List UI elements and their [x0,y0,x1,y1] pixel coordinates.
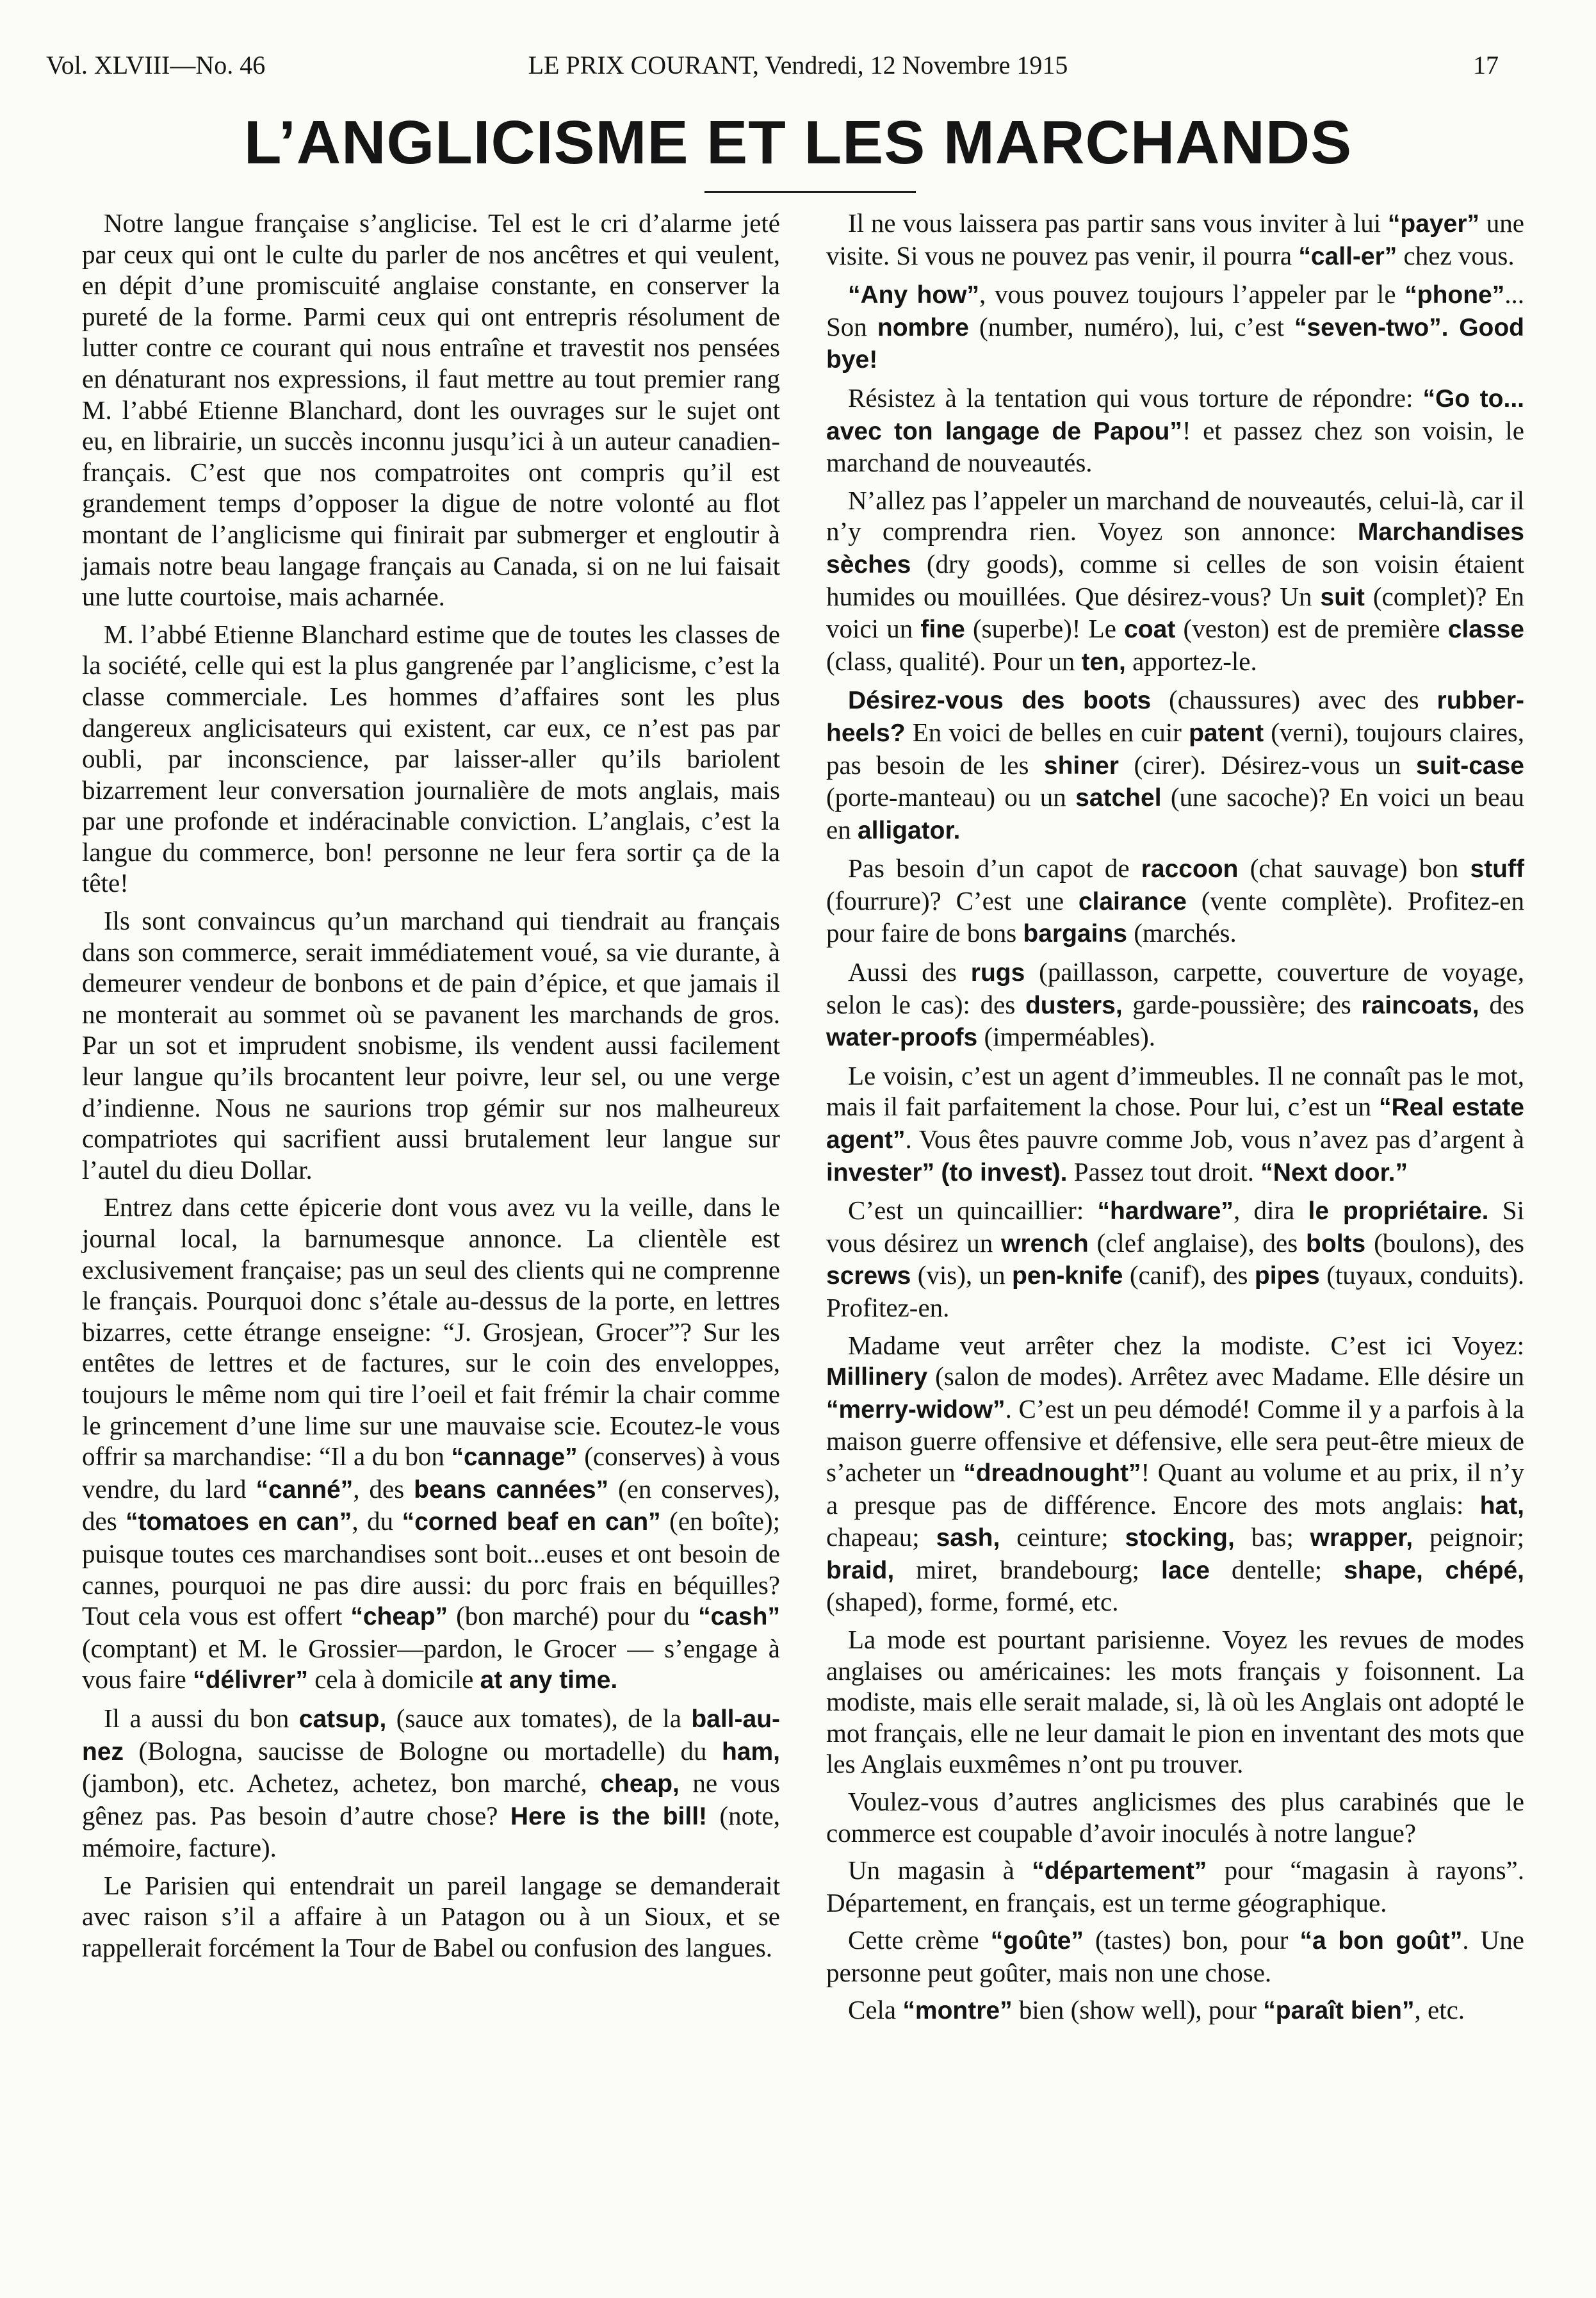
anglicism-term: shape, chépé, [1344,1556,1524,1584]
anglicism-term: le propriétaire. [1308,1197,1489,1226]
anglicism-term: sash, [936,1524,1000,1552]
anglicism-term: suit [1320,583,1365,611]
anglicism-term: “call-er” [1298,242,1397,270]
anglicism-term: Désirez-vous des boots [848,687,1152,715]
anglicism-term: alligator. [857,816,961,844]
anglicism-term: water-proofs [826,1024,978,1052]
article-paragraph: Le Parisien qui entendrait un pareil langage se demanderait avec raison s’il a affaire à un Patagon ou à un Sioux, et se rappellerait forcément la Tour de Babel ou confusion des langues. [82,1870,780,1963]
anglicism-term: hat, [1479,1491,1524,1520]
anglicism-term: satchel [1075,784,1162,812]
anglicism-term: “hardware” [1097,1197,1234,1226]
anglicism-term: “cheap” [350,1603,448,1631]
article-paragraph: Voulez-vous d’autres anglicismes des plus carabinés que le commerce est coupable d’avoir inoculés à notre langue? [826,1786,1524,1848]
article-paragraph: Aussi des rugs (paillasson, carpette, couverture de voyage, selon le cas): des dusters, garde-poussière; des raincoats, des water-proofs (imperméables). [826,957,1525,1052]
anglicism-term: coat [1124,616,1176,644]
page-header [0,50,1596,88]
article-paragraph: Le voisin, c’est un agent d’immeubles. Il ne connaît pas le mot, mais il fait parfaitement la chose. Pour lui, c’est un “Real estate agent”. Vous êtes pauvre comme Job, vous n’avez pas d’argent à invester” (to invest). Passez tout droit. “Next door.” [826,1060,1524,1186]
anglicism-term: “Go to... avec ton langage de Papou” [826,384,1524,445]
anglicism-term: shiner [1043,751,1119,780]
anglicism-term: “corned beaf en can” [402,1508,661,1536]
anglicism-term: suit-case [1415,751,1524,780]
anglicism-term: Here is the bill! [510,1802,708,1830]
anglicism-term: “cash” [698,1603,780,1631]
anglicism-term: wrapper, [1310,1524,1413,1552]
article-paragraph: C’est un quincaillier: “hardware”, dira le propriétaire. Si vous désirez un wrench (clef anglaise), des bolts (boulons), des screws (vis), un pen-knife (canif), des pipes (tuyaux, conduits). Profitez-en. [826,1195,1525,1322]
article-paragraph: Pas besoin d’un capot de raccoon (chat sauvage) bon stuff (fourrure)? C’est une clairance (vente complète). Profitez-en pour faire de bons bargains (marchés. [826,853,1524,948]
anglicism-term: “merry-widow” [826,1395,1006,1424]
anglicism-term: cheap, [600,1770,680,1798]
anglicism-term: dusters, [1025,991,1123,1019]
anglicism-term: stuff [1470,855,1524,883]
page-number: 17 [1473,51,1499,79]
anglicism-term: stocking, [1125,1524,1235,1552]
anglicism-term: beans cannées” [414,1475,609,1504]
article-paragraph: Notre langue française s’anglicise. Tel est le cri d’alarme jeté par ceux qui ont le culte du parler de nos ancêtres et qui veulent, en dépit d’une promiscuité anglaise constante, en conserver la pureté de la forme. Parmi ceux qui ont entrepris résolument de lutter contre ce courant qui nous entraîne et travestit nos pensées en dénaturant nos expressions, il faut mettre au tout premier rang M. l’abbé Etienne Blanchard, dont les ouvrages sur le sujet ont eu, en librairie, un succès inconnu jusqu’ici à un auteur canadien-français. C’est que nos compatroites ont compris qu’il est grandement temps d’opposer la digue de notre volonté au flot montant de l’anglicisme qui finirait par submerger et engloutir à jamais notre beau langage français au Canada, si on ne lui faisait une lutte courtoise, mais acharnée. [82,208,780,612]
anglicism-term: Marchandises sèches [826,518,1524,579]
anglicism-term: wrench [1001,1229,1089,1258]
anglicism-term: “paraît bien” [1263,1997,1415,2025]
article-paragraph: Un magasin à “département” pour “magasin à rayons”. Département, en français, est un terme géographique. [826,1855,1524,1917]
anglicism-term: “payer” [1387,210,1479,238]
anglicism-term: classe [1447,616,1524,644]
anglicism-term: “goûte” [990,1927,1084,1955]
article-paragraph: Madame veut arrêter chez la modiste. C’est ici Voyez: Millinery (salon de modes). Arrêtez avec Madame. Elle désire un “merry-widow”. C’est un peu démodé! Comme il y a parfois à la maison guerre offensive et défensive, elle sera peut-être mieux de s’acheter un “dreadnought”! Quant au volume et au prix, il n’y a presque pas de différence. Encore des mots anglais: hat, chapeau; sash, ceinture; stocking, bas; wrapper, peignoir; braid, miret, brandebourg; lace dentelle; shape, chépé, (shaped), forme, formé, etc. [826,1330,1524,1617]
anglicism-term: catsup, [298,1705,387,1733]
anglicism-term: braid, [826,1556,895,1584]
anglicism-term: lace [1161,1556,1210,1584]
anglicism-term: “a bon goût” [1299,1927,1463,1955]
anglicism-term: “dreadnought” [963,1459,1141,1487]
anglicism-term: “Next door.” [1260,1158,1408,1186]
anglicism-term: “canné” [256,1475,354,1504]
title-divider [704,191,916,193]
anglicism-term: pipes [1254,1262,1320,1290]
anglicism-term: “département” [1032,1857,1207,1885]
anglicism-term: “phone” [1405,281,1505,309]
anglicism-term: nombre [877,313,969,341]
article-paragraph: Résistez à la tentation qui vous torture de répondre: “Go to... avec ton langage de Papou”! et passez chez son voisin, le marchand de nouveautés. [826,382,1524,478]
anglicism-term: fine [920,616,965,644]
anglicism-term: ball-au-nez [82,1705,780,1766]
anglicism-term: clairance [1078,887,1187,915]
right-column [826,208,1524,2033]
anglicism-term: rugs [970,959,1025,987]
article-paragraph: Entrez dans cette épicerie dont vous avez vu la veille, dans le journal local, la barnumesque annonce. La clientèle est exclusivement française; pas un seul des clients qui ne comprenne le français. Pourquoi donc s’étale au-dessus de la porte, en lettres bizarres, cette étrange enseigne: “J. Grosjean, Grocer”? Sur les entêtes de lettres et de factures, sur le coin des enveloppes, toujours le même nom qui tire l’oeil et fait frémir la chair comme le grincement d’une lime sur une mauvaise scie. Ecoutez-le vous offrir sa marchandise: “Il a du bon “cannage” (conserves) à vous vendre, du lard “canné”, des beans cannées” (en conserves), des “tomatoes en can”, du “corned beaf en can” (en boîte); puisque toutes ces marchandises sont boit...euses et ont besoin de cannes, pourquoi ne pas dire aussi: du porc frais en béquilles? Tout cela vous est offert “cheap” (bon marché) pour du “cash” (comptant) et M. le Grossier—pardon, le Grocer — s’engage à vous faire “délivrer” cela à domicile at any time. [82,1192,781,1695]
article-paragraph: Désirez-vous des boots (chaussures) avec des rubber-heels? En voici de belles en cuir patent (verni), toujours claires, pas besoin de les shiner (cirer). Désirez-vous un suit-case (porte-manteau) ou un satchel (une sacoche)? En voici un beau en alligator. [826,685,1525,844]
anglicism-term: (to invest). [941,1158,1068,1186]
anglicism-term: “délivrer” [193,1666,308,1695]
left-column [82,208,780,1970]
anglicism-term: “cannage” [451,1443,578,1472]
anglicism-term: at any time. [480,1666,618,1695]
article-title: L’ANGLICISME ET LES MARCHANDS [243,108,1353,177]
anglicism-term: Millinery [826,1363,928,1391]
article-paragraph: Il a aussi du bon catsup, (sauce aux tomates), de la ball-au-nez (Bologna, saucisse de Bologne ou mortadelle) du ham, (jambon), etc. Achetez, achetez, bon marché, cheap, ne vous gênez pas. Pas besoin d’autre chose? Here is the bill! (note, mémoire, facture). [82,1703,781,1863]
article-paragraph: M. l’abbé Etienne Blanchard estime que de toutes les classes de la société, celle qui est la plus gangrenée par l’anglicisme, c’est la classe commerciale. Les hommes d’affaires sont les plus dangereux anglicisateurs qui existent, car eux, ce n’est pas par oubli, par inconscience, par laisser-aller qu’ils bariolent bizarrement leur conversation journalière de mots anglais, mais par une profonde et indéracinable conviction. L’anglais, c’est la langue du commerce, bon! personne ne leur fera sortir ça de la tête! [82,619,780,898]
anglicism-term: screws [826,1262,911,1290]
anglicism-term: ten, [1081,648,1126,676]
article-paragraph: N’allez pas l’appeler un marchand de nouveautés, celui-là, car il n’y comprendra rien. Voyez son annonce: Marchandises sèches (dry goods), comme si celles de son voisin étaient humides ou mouillées. Que désirez-vous? Un suit (complet)? En voici un fine (superbe)! Le coat (veston) est de première classe (class, qualité). Pour un ten, apportez-le. [826,485,1524,676]
anglicism-term: pen-knife [1012,1262,1123,1290]
article-paragraph: La mode est pourtant parisienne. Voyez les revues de modes anglaises ou américaines: les mots français y foisonnent. La modiste, mais elle serait malade, si, là où les Anglais ont adopté le mot français, elle ne leur damait le pion en inventant des mots que les Anglais euxmêmes n’ont pu trouver. [826,1624,1524,1779]
anglicism-term: invester” [826,1158,935,1186]
article-paragraph: Il ne vous laissera pas partir sans vous inviter à lui “payer” une visite. Si vous ne pouvez pas venir, il pourra “call-er” chez vous. [826,208,1524,270]
anglicism-term: rubber-heels? [826,687,1525,747]
anglicism-term: “Any how” [848,281,979,309]
anglicism-term: raccoon [1141,855,1239,883]
publication-line: LE PRIX COURANT, Vendredi, 12 Novembre 1915 [528,51,1068,79]
article-paragraph: “Any how”, vous pouvez toujours l’appeler par le “phone”... Son nombre (number, numéro), lui, c’est “seven-two”. Good bye! [826,279,1525,374]
anglicism-term: ham, [721,1737,780,1766]
anglicism-term: patent [1189,719,1264,747]
article-paragraph: Cette crème “goûte” (tastes) bon, pour “a bon goût”. Une personne peut goûter, mais non une chose. [826,1925,1524,1987]
volume-number: Vol. XLVIII—No. 46 [46,51,266,79]
article-paragraph: Cela “montre” bien (show well), pour “paraît bien”, etc. [848,1995,1465,2025]
anglicism-term: “tomatoes en can” [126,1508,352,1536]
anglicism-term: raincoats, [1361,991,1479,1019]
anglicism-term: bargains [1023,920,1127,948]
anglicism-term: “montre” [902,1997,1013,2025]
anglicism-term: “seven-two”. Good bye! [826,313,1525,374]
anglicism-term: “Real estate agent” [826,1094,1524,1154]
article-paragraph: Ils sont convaincus qu’un marchand qui tiendrait au français dans son commerce, serait immédiatement voué, sa vie durante, à demeurer vendeur de bonbons et de pain d’épice, et que jamais il ne monterait au sommet où se pavanent les marchands de gros. Par un sot et imprudent snobisme, ils vendent aussi facilement leur langue qu’ils brocantent leur poivre, leur sel, ou une verge d’indienne. Nous ne saurions trop gémir sur nos malheureux compatriotes qui sacrifient aussi brutalement leur langue sur l’autel du dieu Dollar. [82,906,780,1185]
anglicism-term: bolts [1306,1229,1366,1258]
